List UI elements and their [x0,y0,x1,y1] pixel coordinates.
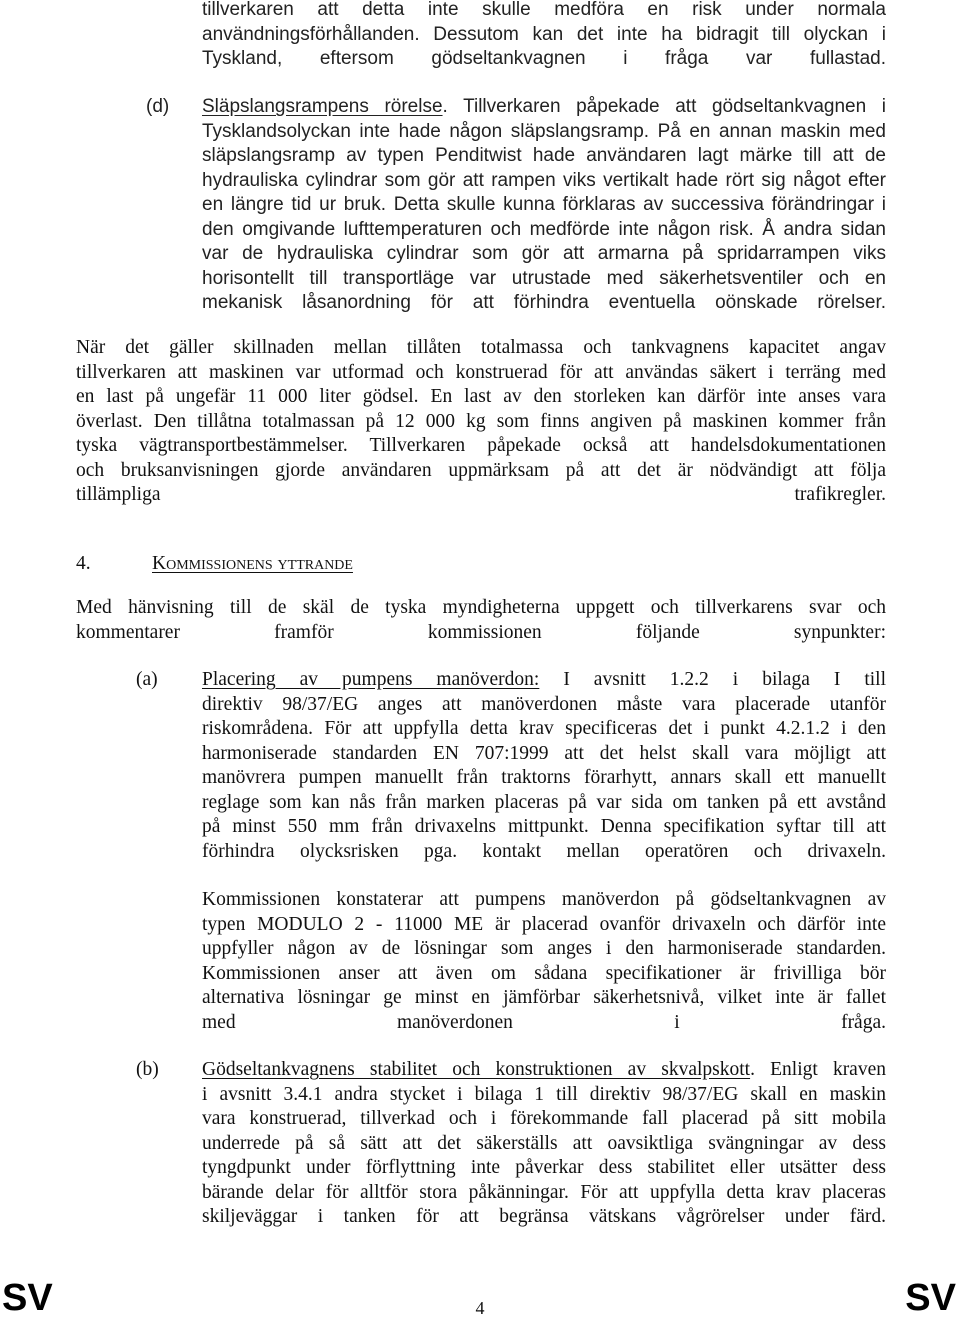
text-line: harmoniserade standarden EN 707:1999 att det helst skall vara möjligt att [202,742,886,764]
text-line: tillverkaren att detta inte skulle medföra en risk under normala [202,0,886,20]
text-fragment: I avsnitt 1.2.2 i bilaga I till [539,669,886,690]
text-line: bärande delar för alltför stora påkänningar. För att uppfylla detta krav placeras [202,1181,886,1203]
text-line: skiljeväggar i tanken för att begränsa vätskans vågrörelser under färd. [202,1206,886,1227]
text-line: mekanisk låsanordning för att förhindra eventuella oönskade rörelser. [202,292,886,313]
section-d-label: (d) [146,96,170,117]
text-line: och bruksanvisningen gjorde användaren uppmärksam på att det är nödvändigt att följa [76,459,886,481]
text-line: släpslangsramp av typen Penditwist hade användaren lagt märke till att de [202,145,886,166]
text-line: Med hänvisning till de skäl de tyska myndigheterna uppgett och tillverkarens svar och [76,597,886,618]
text-fragment: Tillverkaren påpekade att gödseltankvagnen i [447,96,886,117]
text-line: förhindra olycksrisken pga. kontakt mellan operatören och drivaxeln. [202,840,886,862]
point-a-title: Placering av pumpens manöverdon: [202,669,540,690]
text-line: i avsnitt 3.4.1 andra stycket i bilaga 1 till direktiv 98/37/EG skall en maskin [202,1083,886,1105]
section-d-title: Släpslangsrampens rörelse [202,96,443,117]
text-line: underrede på så sätt att det säkerställs att oavsiktliga svängningar av dess [202,1132,886,1154]
text-line [202,95,886,120]
text-line: Tysklandsolyckan inte hade någon släpslangsramp. På en annan maskin med [202,120,886,142]
point-b-label: (b) [136,1059,159,1080]
text-line [202,668,886,693]
text-line: typen MODULO 2 - 11000 ME är placerad ovanför drivaxeln och därför inte [202,913,886,935]
point-b-body [202,1058,886,1230]
text-line [202,1058,886,1083]
point-a-body [202,668,886,864]
text-line: den omgivande lufttemperaturen och medförde inte någon risk. Å andra sidan [202,218,886,240]
text-line: tillämpliga trafikregler. [76,484,886,505]
text-line: en längre tid ur bruk. Detta skulle kunna förklaras av successiva förändringar i [202,194,886,215]
text-line: tillverkaren att maskinen var utformad och konstruerad för att användas säkert i terräng med [76,361,886,383]
title-punctuation: . [442,96,448,117]
point-a-paragraph-2 [202,888,886,1035]
footer-language-right: SV [905,1277,956,1319]
intro-paragraph [76,596,886,645]
text-line: Kommissionen anser att även om sådana specifikationer är frivilliga bör [202,962,886,984]
heading-title: Kommissionens yttrande [152,553,353,574]
text-line: med manöverdonen i fråga. [202,1011,886,1033]
text-line: en last på ungefär 11 000 liter gödsel. En last av den storleken kan därför inte anses vara [76,386,886,407]
paragraph-total-mass [76,336,886,508]
text-line: Tyskland, eftersom gödseltankvagnen i fråga var fullastad. [202,48,886,69]
text-line: på minst 550 mm från drivaxelns mittpunkt. Denna specifikation syftar till att [202,816,886,837]
text-line: vara konstruerad, tillverkad och i förekommande fall placerad på sitt mobila [202,1108,886,1129]
text-line: reglage som kan nås från marken placeras på var sida om tanken på ett avstånd [202,791,886,813]
page-number: 4 [475,1298,485,1318]
point-b-title: Gödseltankvagnens stabilitet och konstruktionen av skvalpskott [202,1059,751,1080]
point-a-label: (a) [136,669,158,690]
text-line: var de hydrauliska cylindrar som gör att armarna på spridarrampen viks [202,243,886,264]
text-fragment: . Enligt kraven [750,1059,886,1080]
text-line: uppfyller någon av de lösningar som anges i den harmoniserade standarden. [202,938,886,959]
text-line: När det gäller skillnaden mellan tillåten totalmassa och tankvagnens kapacitet angav [76,337,886,358]
section-d-body [202,95,886,316]
text-line: överlast. Den tillåtna totalmassan på 12 000 kg som finns angiven på maskinen kommer från [76,410,886,432]
footer-language-left: SV [2,1277,53,1319]
text-line: hydrauliska cylindrar som gör att rampen viks vertikalt hade rört sig något efter [202,169,886,191]
text-line: tyska vägtransportbestämmelser. Tillverkaren påpekade också att handelsdokumentationen [76,435,886,456]
section-c-tail [202,0,886,72]
heading-number: 4. [76,553,91,574]
text-line: alternativa lösningar ge minst en jämförbar säkerhetsnivå, vilket inte är fallet [202,987,886,1008]
text-line: direktiv 98/37/EG anges att manöverdonen måste vara placerade utanför [202,693,886,715]
text-line: horisontellt till transportläge var utrustade med säkerhetsventiler och en [202,267,886,289]
text-line: användningsförhållanden. Dessutom kan det inte ha bidragit till olyckan i [202,23,886,45]
text-line: riskområdena. För att uppfylla detta krav specificeras det i punkt 4.2.1.2 i den [202,718,886,739]
text-line: manövrera pumpen manuellt från traktorns förarhytt, annars skall ett manuellt [202,767,886,788]
text-line: tyngdpunkt under förflyttning inte påverkar dess stabilitet eller utsätter dess [202,1157,886,1178]
text-line: kommentarer framför kommissionen följande synpunkter: [76,621,886,643]
text-line: Kommissionen konstaterar att pumpens manöverdon på gödseltankvagnen av [202,889,886,910]
section-heading [76,552,353,576]
